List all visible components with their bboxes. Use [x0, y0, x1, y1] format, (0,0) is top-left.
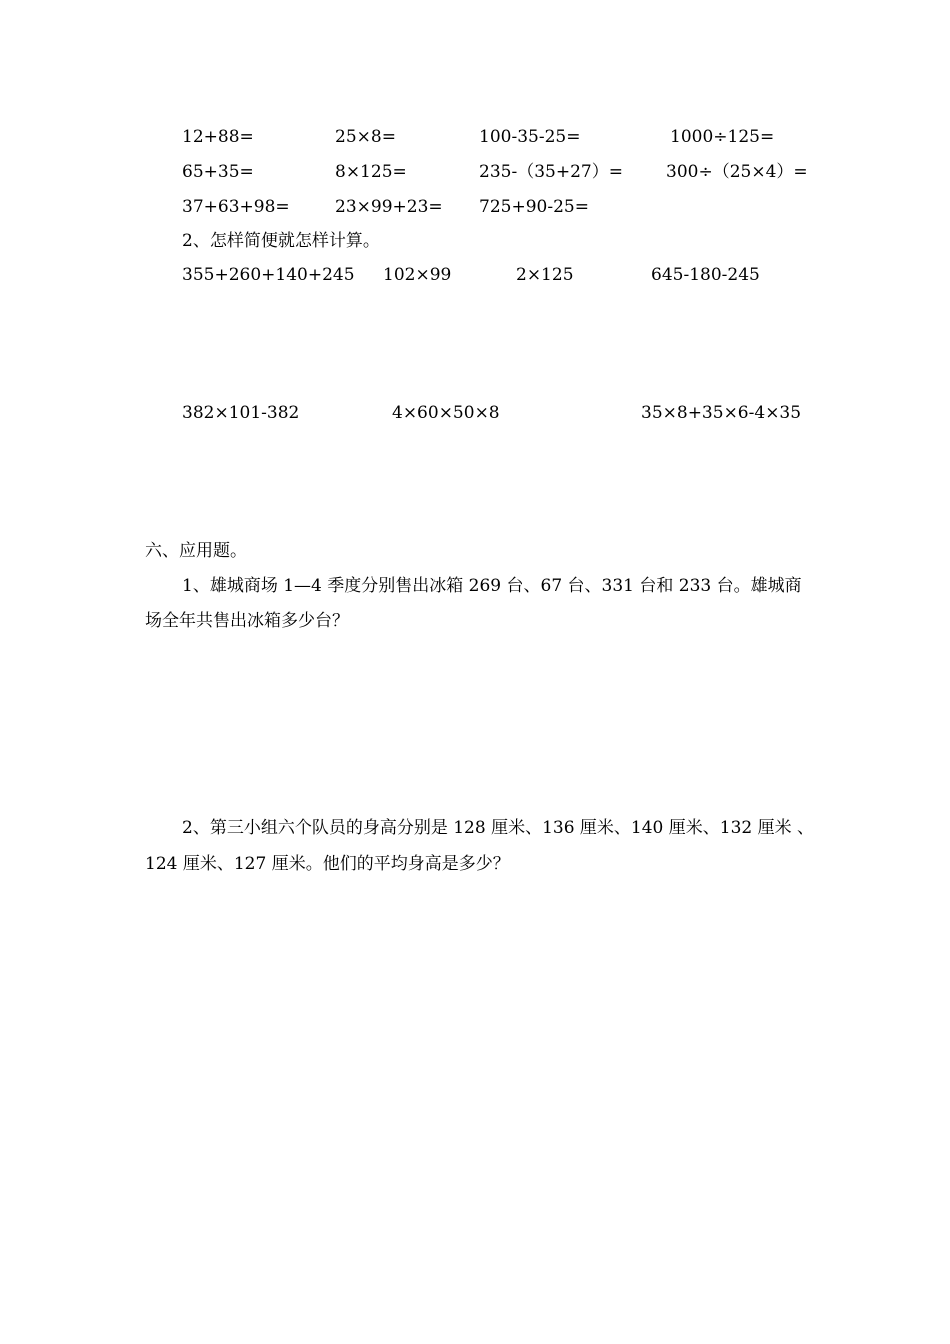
applied-heading: 六、应用题。 — [145, 541, 247, 561]
simplify-r1c2: 102×99 — [383, 265, 452, 285]
applied-q1-line2: 场全年共售出冰箱多少台？ — [145, 611, 349, 631]
oral-calc-r3c3: 725+90-25= — [479, 197, 589, 217]
oral-calc-r2c3: 235-（35+27）= — [479, 162, 623, 182]
oral-calc-r3c1: 37+63+98= — [182, 197, 290, 217]
oral-calc-r2c4: 300÷（25×4）= — [666, 162, 808, 182]
applied-q1-line1: 1、雄城商场 1—4 季度分别售出冰箱 269 台、67 台、331 台和 233 台。雄城商 — [182, 576, 802, 596]
applied-q2-line2: 124 厘米、127 厘米。他们的平均身高是多少？ — [145, 854, 510, 874]
oral-calc-r3c2: 23×99+23= — [335, 197, 443, 217]
simplify-r1c1: 355+260+140+245 — [182, 265, 355, 285]
oral-calc-r1c4: 1000÷125= — [670, 127, 775, 147]
simplify-r1c3: 2×125 — [516, 265, 574, 285]
simplify-r1c4: 645-180-245 — [651, 265, 760, 285]
oral-calc-r2c2: 8×125= — [335, 162, 407, 182]
simplify-r2c3: 35×8+35×6-4×35 — [641, 403, 802, 423]
oral-calc-r1c2: 25×8= — [335, 127, 396, 147]
oral-calc-r1c3: 100-35-25= — [479, 127, 581, 147]
applied-q2-line1: 2、第三小组六个队员的身高分别是 128 厘米、136 厘米、140 厘米、132 厘米 、 — [182, 818, 815, 838]
simplify-heading: 2、怎样简便就怎样计算。 — [182, 231, 380, 251]
oral-calc-r2c1: 65+35= — [182, 162, 254, 182]
oral-calc-r1c1: 12+88= — [182, 127, 254, 147]
simplify-r2c2: 4×60×50×8 — [392, 403, 500, 423]
simplify-r2c1: 382×101-382 — [182, 403, 300, 423]
